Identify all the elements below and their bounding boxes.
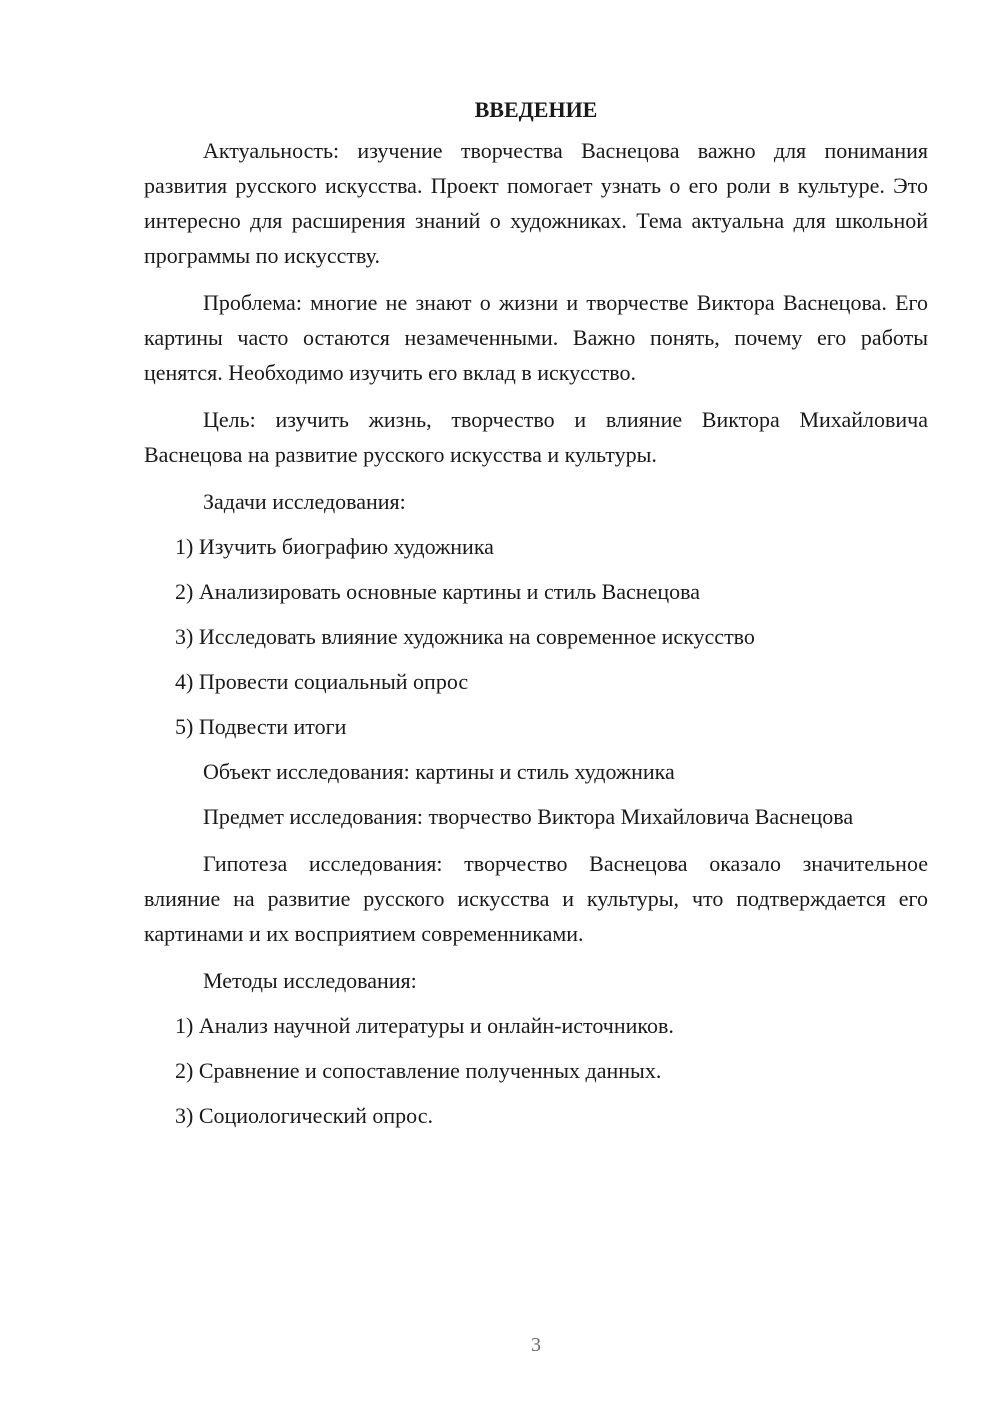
method-item: 3) Социологический опрос. bbox=[175, 1103, 433, 1128]
page-number: 3 bbox=[531, 1334, 541, 1356]
research-object: Объект исследования: картины и стиль художника bbox=[203, 759, 675, 784]
methods-heading: Методы исследования: bbox=[203, 968, 417, 993]
relevance-paragraph: Актуальность: изучение творчества Васнецова важно для понимания развития русского искусства. Проект помогает узнать о его роли в культуре. Это интересно для расширения знаний о художниках. Тема актуальна для школьной программы по искусству. bbox=[144, 138, 928, 268]
research-subject: Предмет исследования: творчество Виктора Михайловича Васнецова bbox=[203, 804, 854, 829]
method-item: 1) Анализ научной литературы и онлайн-источников. bbox=[175, 1013, 674, 1038]
tasks-list bbox=[144, 529, 928, 744]
task-item: 3) Исследовать влияние художника на современное искусство bbox=[175, 624, 755, 649]
tasks-heading: Задачи исследования: bbox=[203, 489, 406, 514]
section-title: ВВЕДЕНИЕ bbox=[474, 97, 598, 122]
task-item: 2) Анализировать основные картины и стиль Васнецова bbox=[175, 579, 700, 604]
problem-paragraph: Проблема: многие не знают о жизни и творчестве Виктора Васнецова. Его картины часто остаются незамеченными. Важно понять, почему его работы ценятся. Необходимо изучить его вклад в искусство. bbox=[144, 290, 928, 385]
methods-list bbox=[144, 1008, 928, 1133]
task-item: 1) Изучить биографию художника bbox=[175, 534, 494, 559]
method-item: 2) Сравнение и сопоставление полученных данных. bbox=[175, 1058, 662, 1083]
research-hypothesis: Гипотеза исследования: творчество Васнецова оказало значительное влияние на развитие русского искусства и культуры, что подтверждается его картинами и их восприятием современниками. bbox=[144, 851, 928, 946]
task-item: 4) Провести социальный опрос bbox=[175, 669, 469, 694]
task-item: 5) Подвести итоги bbox=[175, 714, 347, 739]
page-content bbox=[144, 92, 928, 1143]
goal-paragraph: Цель: изучить жизнь, творчество и влияние Виктора Михайловича Васнецова на развитие русского искусства и культуры. bbox=[144, 407, 928, 467]
